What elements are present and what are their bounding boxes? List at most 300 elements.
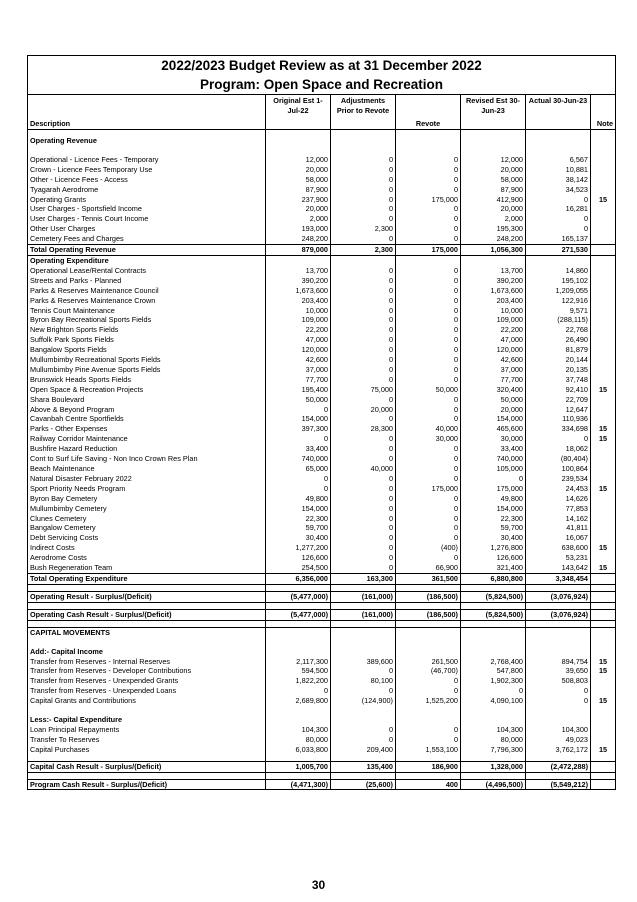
section-header-row xyxy=(28,136,616,146)
table-row xyxy=(28,365,616,375)
cell-note: 15 xyxy=(591,745,616,755)
col-header-revote: Revote xyxy=(396,95,461,130)
cell-orig: (4,471,300) xyxy=(266,779,331,790)
cell-orig: 87,900 xyxy=(266,185,331,195)
row-description: Capital Cash Result - Surplus/(Deficit) xyxy=(28,761,266,772)
cell-orig: 0 xyxy=(266,484,331,494)
cell-adj: 0 xyxy=(331,355,396,365)
cell-orig: 248,200 xyxy=(266,234,331,244)
table-row xyxy=(28,385,616,395)
cell-note xyxy=(591,494,616,504)
cell-revised: 412,900 xyxy=(461,195,526,205)
cell-orig: 195,400 xyxy=(266,385,331,395)
cell-revised: 37,000 xyxy=(461,365,526,375)
document-title: 2022/2023 Budget Review as at 31 December 2022 xyxy=(28,56,616,76)
spacer-cell xyxy=(28,620,266,627)
empty-cell xyxy=(461,647,526,657)
cell-actual: 14,860 xyxy=(526,266,591,276)
spacer-cell xyxy=(28,706,266,715)
spacer-row xyxy=(28,638,616,647)
spacer-cell xyxy=(28,146,266,155)
cell-actual: 22,709 xyxy=(526,395,591,405)
table-row xyxy=(28,266,616,276)
cell-revote: 0 xyxy=(396,185,461,195)
table-row xyxy=(28,325,616,335)
total-row xyxy=(28,609,616,620)
cell-revote: (186,500) xyxy=(396,609,461,620)
spacer-row xyxy=(28,706,616,715)
cell-revote: (46,700) xyxy=(396,666,461,676)
cell-revote: 0 xyxy=(396,504,461,514)
table-row xyxy=(28,306,616,316)
empty-cell xyxy=(331,255,396,265)
row-description: Natural Disaster February 2022 xyxy=(28,474,266,484)
row-description: Cemetery Fees and Charges xyxy=(28,234,266,244)
cell-note xyxy=(591,474,616,484)
section-label: Add:- Capital Income xyxy=(28,647,266,657)
spacer-cell xyxy=(591,638,616,647)
row-description: Brunswick Heads Sports Fields xyxy=(28,375,266,385)
spacer-cell xyxy=(526,638,591,647)
row-description: User Charges - Sportsfield Income xyxy=(28,204,266,214)
cell-orig: 6,356,000 xyxy=(266,573,331,584)
cell-revote: 0 xyxy=(396,266,461,276)
table-row xyxy=(28,296,616,306)
cell-orig: 237,900 xyxy=(266,195,331,205)
cell-note xyxy=(591,214,616,224)
row-description: Byron Bay Cemetery xyxy=(28,494,266,504)
spacer-cell xyxy=(461,772,526,779)
cell-orig: 77,700 xyxy=(266,375,331,385)
cell-actual: 53,231 xyxy=(526,553,591,563)
cell-revote: 0 xyxy=(396,725,461,735)
cell-note xyxy=(591,591,616,602)
table-row xyxy=(28,286,616,296)
spacer-cell xyxy=(526,602,591,609)
total-row xyxy=(28,779,616,790)
table-row xyxy=(28,514,616,524)
cell-note xyxy=(591,345,616,355)
cell-revote: 0 xyxy=(396,454,461,464)
cell-revised: 126,600 xyxy=(461,553,526,563)
empty-cell xyxy=(526,647,591,657)
cell-adj: 0 xyxy=(331,365,396,375)
cell-note xyxy=(591,761,616,772)
row-description: Open Space & Recreation Projects xyxy=(28,385,266,395)
cell-adj: 2,300 xyxy=(331,224,396,234)
row-description: Transfer To Reserves xyxy=(28,735,266,745)
empty-cell xyxy=(331,647,396,657)
cell-revised: 47,000 xyxy=(461,335,526,345)
cell-revised: 465,600 xyxy=(461,424,526,434)
cell-revised: 87,900 xyxy=(461,185,526,195)
row-description: Sport Priority Needs Program xyxy=(28,484,266,494)
cell-actual: 0 xyxy=(526,696,591,706)
spacer-cell xyxy=(28,602,266,609)
cell-revised: 2,768,400 xyxy=(461,657,526,667)
spacer-row xyxy=(28,146,616,155)
table-row xyxy=(28,553,616,563)
cell-revote: 0 xyxy=(396,165,461,175)
cell-note: 15 xyxy=(591,666,616,676)
cell-revote: 0 xyxy=(396,523,461,533)
cell-actual: 508,803 xyxy=(526,676,591,686)
row-description: Operating Grants xyxy=(28,195,266,205)
cell-adj: 0 xyxy=(331,204,396,214)
cell-adj: 0 xyxy=(331,523,396,533)
table-row xyxy=(28,444,616,454)
budget-document xyxy=(27,55,614,790)
table-row xyxy=(28,355,616,365)
cell-orig: 203,400 xyxy=(266,296,331,306)
cell-revised: 248,200 xyxy=(461,234,526,244)
cell-orig: 13,700 xyxy=(266,266,331,276)
empty-cell xyxy=(331,627,396,637)
cell-note xyxy=(591,676,616,686)
cell-orig: 2,689,800 xyxy=(266,696,331,706)
cell-revised: 6,880,800 xyxy=(461,573,526,584)
table-row xyxy=(28,745,616,755)
cell-note xyxy=(591,454,616,464)
empty-cell xyxy=(396,255,461,265)
spacer-cell xyxy=(461,602,526,609)
cell-note xyxy=(591,533,616,543)
empty-cell xyxy=(591,627,616,637)
cell-revised: 1,056,300 xyxy=(461,245,526,256)
row-description: Transfer from Reserves - Unexpended Loans xyxy=(28,686,266,696)
cell-note xyxy=(591,245,616,256)
cell-revised: 203,400 xyxy=(461,296,526,306)
spacer-cell xyxy=(266,602,331,609)
empty-cell xyxy=(266,715,331,725)
cell-orig: 59,700 xyxy=(266,523,331,533)
table-row xyxy=(28,395,616,405)
cell-revote: 0 xyxy=(396,395,461,405)
cell-revote: 186,900 xyxy=(396,761,461,772)
cell-revised: 77,700 xyxy=(461,375,526,385)
row-description: Transfer from Reserves - Developer Contributions xyxy=(28,666,266,676)
cell-orig: 104,300 xyxy=(266,725,331,735)
empty-cell xyxy=(526,255,591,265)
cell-revised: 58,000 xyxy=(461,175,526,185)
cell-revised: 0 xyxy=(461,686,526,696)
cell-revised: 2,000 xyxy=(461,214,526,224)
row-description: Tennis Court Maintenance xyxy=(28,306,266,316)
cell-revised: 42,600 xyxy=(461,355,526,365)
spacer-row xyxy=(28,584,616,591)
empty-cell xyxy=(266,627,331,637)
cell-revote: 0 xyxy=(396,234,461,244)
cell-adj: 209,400 xyxy=(331,745,396,755)
cell-adj: 28,300 xyxy=(331,424,396,434)
cell-orig: 37,000 xyxy=(266,365,331,375)
cell-revised: 1,902,300 xyxy=(461,676,526,686)
cell-note xyxy=(591,155,616,165)
cell-adj: 0 xyxy=(331,444,396,454)
cell-orig: 109,000 xyxy=(266,315,331,325)
table-row xyxy=(28,315,616,325)
spacer-cell xyxy=(266,620,331,627)
cell-adj: 80,100 xyxy=(331,676,396,686)
cell-actual: 1,209,055 xyxy=(526,286,591,296)
cell-note xyxy=(591,725,616,735)
cell-adj: 0 xyxy=(331,735,396,745)
row-description: Byron Bay Recreational Sports Fields xyxy=(28,315,266,325)
cell-revised: 547,800 xyxy=(461,666,526,676)
cell-adj: 20,000 xyxy=(331,405,396,415)
cell-actual: (80,404) xyxy=(526,454,591,464)
row-description: Debt Servicing Costs xyxy=(28,533,266,543)
cell-actual: (5,549,212) xyxy=(526,779,591,790)
cell-note xyxy=(591,523,616,533)
cell-actual: 20,144 xyxy=(526,355,591,365)
cell-adj: 0 xyxy=(331,296,396,306)
section-label: Operating Expenditure xyxy=(28,255,266,265)
cell-actual: 0 xyxy=(526,434,591,444)
cell-adj: 0 xyxy=(331,175,396,185)
row-description: Operating Result - Surplus/(Deficit) xyxy=(28,591,266,602)
row-description: New Brighton Sports Fields xyxy=(28,325,266,335)
table-row xyxy=(28,563,616,573)
cell-revised: 390,200 xyxy=(461,276,526,286)
cell-adj: 0 xyxy=(331,214,396,224)
cell-adj: 40,000 xyxy=(331,464,396,474)
cell-revote: 0 xyxy=(396,405,461,415)
table-row xyxy=(28,276,616,286)
cell-note xyxy=(591,395,616,405)
cell-revote: 66,900 xyxy=(396,563,461,573)
spacer-cell xyxy=(396,584,461,591)
cell-note: 15 xyxy=(591,563,616,573)
cell-orig: 12,000 xyxy=(266,155,331,165)
cell-adj: 0 xyxy=(331,686,396,696)
empty-cell xyxy=(461,627,526,637)
table-row xyxy=(28,204,616,214)
cell-actual: 110,936 xyxy=(526,414,591,424)
table-row xyxy=(28,434,616,444)
col-header-original: Original Est 1-Jul-22 xyxy=(266,95,331,130)
empty-cell xyxy=(331,715,396,725)
cell-revised: 4,090,100 xyxy=(461,696,526,706)
cell-revised: 30,400 xyxy=(461,533,526,543)
cell-orig: 22,300 xyxy=(266,514,331,524)
cell-adj: 0 xyxy=(331,266,396,276)
table-row xyxy=(28,543,616,553)
cell-adj: 0 xyxy=(331,533,396,543)
cell-revote: 0 xyxy=(396,533,461,543)
cell-note xyxy=(591,325,616,335)
cell-orig: 879,000 xyxy=(266,245,331,256)
cell-revised: 10,000 xyxy=(461,306,526,316)
cell-note xyxy=(591,504,616,514)
cell-actual: 239,534 xyxy=(526,474,591,484)
cell-orig: 58,000 xyxy=(266,175,331,185)
cell-revote: 0 xyxy=(396,365,461,375)
cell-revote: 0 xyxy=(396,204,461,214)
cell-note: 15 xyxy=(591,385,616,395)
cell-orig: 22,200 xyxy=(266,325,331,335)
table-row xyxy=(28,175,616,185)
cell-actual: 0 xyxy=(526,195,591,205)
cell-revote: 0 xyxy=(396,315,461,325)
row-description: Bangalow Cemetery xyxy=(28,523,266,533)
cell-note: 15 xyxy=(591,484,616,494)
cell-adj: 0 xyxy=(331,553,396,563)
cell-note: 15 xyxy=(591,543,616,553)
table-row xyxy=(28,454,616,464)
row-description: Program Cash Result - Surplus/(Deficit) xyxy=(28,779,266,790)
cell-revote: 0 xyxy=(396,175,461,185)
spacer-row xyxy=(28,620,616,627)
cell-note: 15 xyxy=(591,434,616,444)
cell-orig: 1,277,200 xyxy=(266,543,331,553)
cell-actual: 122,916 xyxy=(526,296,591,306)
table-row xyxy=(28,464,616,474)
cell-revote: 0 xyxy=(396,345,461,355)
row-description: Mullumbimby Pine Avenue Sports Fields xyxy=(28,365,266,375)
cell-adj: 0 xyxy=(331,395,396,405)
cell-revised: 20,000 xyxy=(461,204,526,214)
cell-revote: 361,500 xyxy=(396,573,461,584)
cell-note xyxy=(591,276,616,286)
cell-actual: 16,281 xyxy=(526,204,591,214)
cell-adj: 0 xyxy=(331,484,396,494)
cell-revised: 20,000 xyxy=(461,165,526,175)
cell-orig: 594,500 xyxy=(266,666,331,676)
cell-adj: 75,000 xyxy=(331,385,396,395)
spacer-cell xyxy=(591,620,616,627)
empty-cell xyxy=(396,647,461,657)
spacer-cell xyxy=(396,706,461,715)
row-description: Other - Licence Fees - Access xyxy=(28,175,266,185)
cell-actual: 0 xyxy=(526,686,591,696)
row-description: Railway Corridor Maintenance xyxy=(28,434,266,444)
cell-adj: 163,300 xyxy=(331,573,396,584)
cell-actual: 143,642 xyxy=(526,563,591,573)
cell-orig: 0 xyxy=(266,434,331,444)
spacer-cell xyxy=(396,638,461,647)
row-description: Cont to Surf Life Saving - Non Inco Crown Res Plan xyxy=(28,454,266,464)
cell-adj: 0 xyxy=(331,725,396,735)
empty-cell xyxy=(266,647,331,657)
cell-revote: 30,000 xyxy=(396,434,461,444)
spacer-cell xyxy=(461,620,526,627)
cell-adj: 0 xyxy=(331,454,396,464)
cell-actual: 18,062 xyxy=(526,444,591,454)
cell-actual: (3,076,924) xyxy=(526,591,591,602)
row-description: Loan Principal Repayments xyxy=(28,725,266,735)
spacer-cell xyxy=(591,706,616,715)
row-description: Other User Charges xyxy=(28,224,266,234)
section-label: Operating Revenue xyxy=(28,136,266,146)
table-row xyxy=(28,474,616,484)
cell-revote: 0 xyxy=(396,214,461,224)
spacer-cell xyxy=(461,584,526,591)
cell-note xyxy=(591,204,616,214)
cell-actual: 638,600 xyxy=(526,543,591,553)
cell-revised: 105,000 xyxy=(461,464,526,474)
table-row xyxy=(28,504,616,514)
budget-table xyxy=(27,55,616,790)
cell-revised: 20,000 xyxy=(461,405,526,415)
cell-note xyxy=(591,514,616,524)
row-description: Operating Cash Result - Surplus/(Deficit) xyxy=(28,609,266,620)
table-row xyxy=(28,533,616,543)
cell-adj: 0 xyxy=(331,504,396,514)
cell-adj: 0 xyxy=(331,414,396,424)
empty-cell xyxy=(266,136,331,146)
cell-adj: (161,000) xyxy=(331,609,396,620)
spacer-row xyxy=(28,772,616,779)
cell-note xyxy=(591,405,616,415)
cell-adj: (161,000) xyxy=(331,591,396,602)
spacer-cell xyxy=(526,772,591,779)
row-description: Shara Boulevard xyxy=(28,395,266,405)
row-description: Bangalow Sports Fields xyxy=(28,345,266,355)
cell-actual: 3,762,172 xyxy=(526,745,591,755)
cell-revote: 0 xyxy=(396,335,461,345)
table-row xyxy=(28,185,616,195)
cell-orig: 6,033,800 xyxy=(266,745,331,755)
cell-adj: 0 xyxy=(331,155,396,165)
row-description: Mullumbimby Cemetery xyxy=(28,504,266,514)
cell-note xyxy=(591,286,616,296)
cell-actual: 0 xyxy=(526,214,591,224)
table-row xyxy=(28,686,616,696)
cell-adj: 0 xyxy=(331,306,396,316)
row-description: Above & Beyond Program xyxy=(28,405,266,415)
cell-adj: 0 xyxy=(331,286,396,296)
cell-note xyxy=(591,224,616,234)
cell-orig: (5,477,000) xyxy=(266,609,331,620)
cell-revised: 7,796,300 xyxy=(461,745,526,755)
cell-actual: 37,748 xyxy=(526,375,591,385)
cell-actual: 14,162 xyxy=(526,514,591,524)
col-header-adjustments: Adjustments Prior to Revote xyxy=(331,95,396,130)
row-description: Cavanbah Centre Sportfields xyxy=(28,414,266,424)
cell-orig: 20,000 xyxy=(266,165,331,175)
spacer-cell xyxy=(591,772,616,779)
cell-revote: 0 xyxy=(396,286,461,296)
cell-note xyxy=(591,306,616,316)
section-label: CAPITAL MOVEMENTS xyxy=(28,627,266,637)
empty-cell xyxy=(591,136,616,146)
cell-orig: 154,000 xyxy=(266,414,331,424)
cell-actual: 894,754 xyxy=(526,657,591,667)
cell-revote: 0 xyxy=(396,735,461,745)
cell-note xyxy=(591,185,616,195)
cell-adj: 0 xyxy=(331,276,396,286)
table-row xyxy=(28,424,616,434)
cell-actual: 41,811 xyxy=(526,523,591,533)
cell-adj: 0 xyxy=(331,494,396,504)
cell-note xyxy=(591,165,616,175)
cell-note xyxy=(591,609,616,620)
spacer-cell xyxy=(526,584,591,591)
spacer-cell xyxy=(28,584,266,591)
table-row xyxy=(28,484,616,494)
cell-adj: 2,300 xyxy=(331,245,396,256)
cell-revised: 320,400 xyxy=(461,385,526,395)
total-row xyxy=(28,591,616,602)
spacer-cell xyxy=(266,706,331,715)
cell-adj: 0 xyxy=(331,234,396,244)
table-row xyxy=(28,345,616,355)
empty-cell xyxy=(396,627,461,637)
spacer-cell xyxy=(461,146,526,155)
cell-actual: 14,626 xyxy=(526,494,591,504)
cell-adj: 135,400 xyxy=(331,761,396,772)
